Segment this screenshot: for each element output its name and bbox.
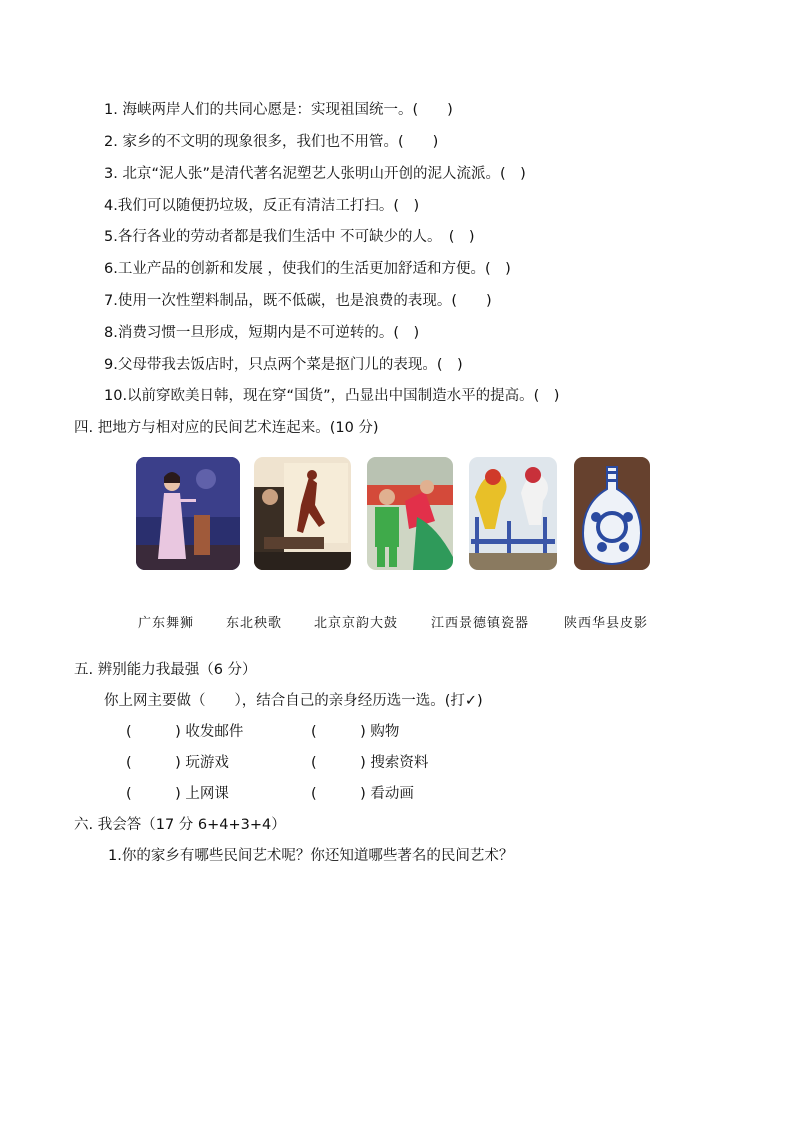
art-label-1: 广东舞狮 — [138, 616, 195, 631]
photo-shadow-puppet — [254, 457, 351, 570]
section-6-heading: 六. 我会答（17 分 6+4+3+4） — [74, 817, 286, 833]
section-4-heading: 四. 把地方与相对应的民间艺术连起来。(10 分) — [74, 420, 379, 436]
option-shopping[interactable]: ( ) 购物 — [311, 724, 400, 740]
option-online-class[interactable]: ( ) 上网课 — [126, 786, 229, 802]
photo-porcelain-vase — [574, 457, 650, 570]
photo-singer-stage — [136, 457, 240, 570]
section-5-heading: 五. 辨别能力我最强（6 分） — [74, 662, 257, 678]
section-5-prompt: 你上网主要做（ ），结合自己的亲身经历选一选。(打✓) — [104, 693, 483, 709]
tf-item-7: 7.使用一次性塑料制品，既不低碳，也是浪费的表现。( ) — [104, 293, 492, 309]
art-label-2: 东北秧歌 — [226, 616, 283, 631]
photo-yangge-dance — [367, 457, 453, 570]
tf-item-6: 6.工业产品的创新和发展 ，使我们的生活更加舒适和方便。( ) — [104, 261, 511, 277]
tf-item-3: 3. 北京“泥人张”是清代著名泥塑艺人张明山开创的泥人流派。( ) — [104, 166, 526, 182]
tf-item-8: 8.消费习惯一旦形成，短期内是不可逆转的。( ) — [104, 325, 420, 341]
tf-item-2: 2. 家乡的不文明的现象很多，我们也不用管。( ) — [104, 134, 439, 150]
option-games[interactable]: ( ) 玩游戏 — [126, 755, 229, 771]
option-email[interactable]: ( ) 收发邮件 — [126, 724, 244, 740]
art-label-4: 江西景德镇瓷器 — [431, 616, 530, 631]
art-label-3: 北京京韵大鼓 — [314, 616, 399, 631]
tf-item-9: 9.父母带我去饭店时，只点两个菜是抠门儿的表现。( ) — [104, 357, 463, 373]
question-1: 1.你的家乡有哪些民间艺术呢？你还知道哪些著名的民间艺术？ — [108, 848, 514, 864]
tf-item-10: 10.以前穿欧美日韩，现在穿“国货”，凸显出中国制造水平的提高。( ) — [104, 388, 560, 404]
tf-item-4: 4.我们可以随便扔垃圾，反正有清洁工打扫。( ) — [104, 198, 420, 214]
option-animation[interactable]: ( ) 看动画 — [311, 786, 414, 802]
tf-item-5: 5.各行各业的劳动者都是我们生活中 不可缺少的人。 ( ) — [104, 229, 475, 245]
photo-lion-dance — [469, 457, 557, 570]
option-search[interactable]: ( ) 搜索资料 — [311, 755, 429, 771]
art-label-5: 陕西华县皮影 — [564, 616, 649, 631]
tf-item-1: 1. 海峡两岸人们的共同心愿是：实现祖国统一。( ) — [104, 102, 453, 118]
